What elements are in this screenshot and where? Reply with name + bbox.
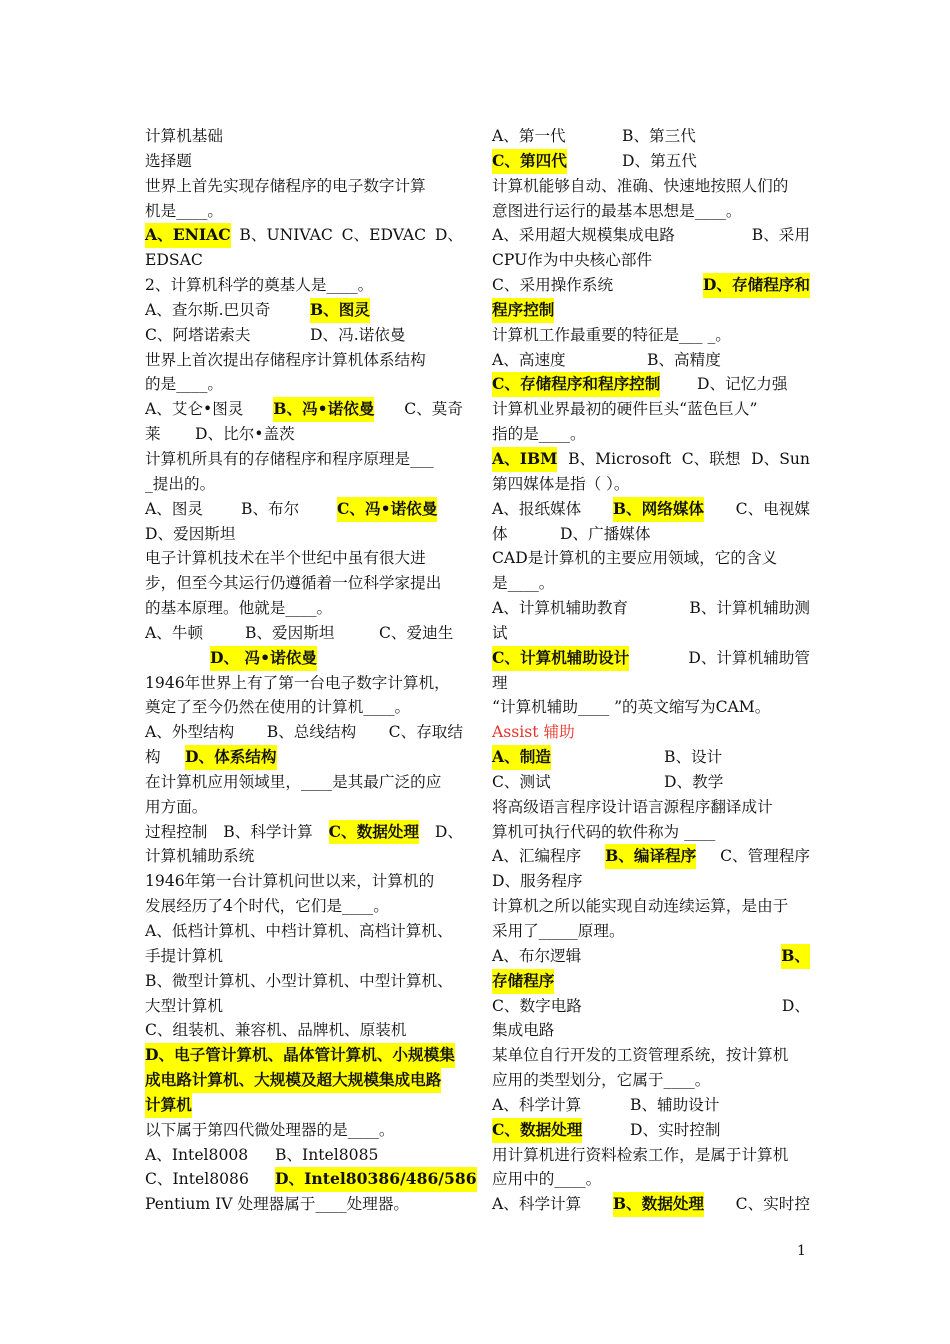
text-segment: C、管理程序 bbox=[720, 847, 810, 866]
text-segment: 应用的类型划分，它属于____。 bbox=[492, 1071, 711, 1090]
right-line bbox=[492, 522, 810, 547]
text-segment: C、阿塔诺索夫 bbox=[145, 325, 251, 344]
text-segment: 第四媒体是指（ ）。 bbox=[492, 474, 630, 493]
page-number: 1 bbox=[797, 1243, 806, 1259]
answer-highlight: C、计算机辅助设计 bbox=[492, 646, 629, 671]
right-line bbox=[492, 869, 810, 894]
right-line bbox=[492, 795, 810, 820]
answer-highlight: A、IBM bbox=[492, 447, 557, 472]
text-segment: C、实时控 bbox=[735, 1195, 810, 1214]
answer-highlight: D、体系结构 bbox=[185, 745, 277, 770]
text-segment: 某单位自行开发的工资管理系统，按计算机 bbox=[492, 1046, 789, 1065]
right-line bbox=[492, 1068, 810, 1093]
text-segment: 应用中的____。 bbox=[492, 1170, 602, 1189]
text-segment: 步，但至今其运行仍遵循着一位科学家提出 bbox=[145, 574, 442, 593]
text-segment: 采用了_____原理。 bbox=[492, 922, 625, 940]
left-line bbox=[145, 844, 463, 869]
left-column bbox=[145, 124, 477, 1217]
right-line bbox=[492, 571, 810, 596]
text-segment: B、计算机辅助测 bbox=[689, 599, 810, 618]
text-segment: C、莫奇 bbox=[404, 400, 463, 419]
text-segment: 过程控制 bbox=[145, 822, 208, 841]
answer-highlight: D、Intel80386/486/586 bbox=[275, 1167, 477, 1192]
text-segment: A、布尔逻辑 bbox=[492, 946, 582, 965]
right-line bbox=[492, 596, 810, 621]
answer-highlight: C、第四代 bbox=[492, 149, 567, 174]
text-segment: B、爱因斯坦 bbox=[245, 623, 335, 642]
left-line bbox=[145, 969, 463, 994]
text-segment: D、计算机辅助管 bbox=[688, 648, 810, 667]
text-segment: D、比尔•盖茨 bbox=[195, 425, 295, 444]
left-line bbox=[145, 1192, 463, 1217]
right-line bbox=[492, 397, 810, 422]
right-line bbox=[492, 372, 810, 397]
text-segment: CAD是计算机的主要应用领域，它的含义 bbox=[492, 549, 778, 568]
right-line bbox=[492, 298, 810, 323]
text-segment: D、教学 bbox=[664, 772, 724, 791]
left-line bbox=[145, 944, 463, 969]
left-line bbox=[145, 298, 463, 323]
right-line bbox=[492, 1043, 810, 1068]
left-line bbox=[145, 720, 463, 745]
right-line bbox=[492, 447, 810, 472]
answer-highlight: C、存储程序和程序控制 bbox=[492, 372, 660, 397]
text-segment: 的是____。 bbox=[145, 375, 223, 394]
text-segment: C、Intel8086 bbox=[145, 1170, 249, 1189]
text-segment: D、 bbox=[434, 226, 463, 245]
text-segment: 大型计算机 bbox=[145, 996, 223, 1015]
text-segment: A、科学计算 bbox=[492, 1095, 582, 1114]
right-line bbox=[492, 919, 810, 944]
left-line bbox=[145, 273, 463, 298]
left-line bbox=[145, 223, 463, 248]
left-line bbox=[145, 621, 463, 646]
text-segment: A、采用超大规模集成电路 bbox=[492, 226, 675, 245]
right-line bbox=[492, 348, 810, 373]
text-segment: 1946年第一台计算机问世以来，计算机的 bbox=[145, 872, 435, 891]
text-segment: D、广播媒体 bbox=[560, 524, 651, 543]
text-segment: D、第五代 bbox=[622, 151, 697, 170]
text-segment: C、采用操作系统 bbox=[492, 276, 614, 295]
left-line bbox=[145, 546, 463, 571]
text-segment: C、测试 bbox=[492, 772, 551, 791]
text-segment: B、辅助设计 bbox=[630, 1095, 720, 1114]
text-segment: B、科学计算 bbox=[223, 822, 313, 841]
left-line bbox=[145, 372, 463, 397]
left-line bbox=[145, 522, 463, 547]
text-segment: A、汇编程序 bbox=[492, 847, 582, 866]
left-line bbox=[145, 149, 463, 174]
answer-highlight: D、存储程序和 bbox=[703, 273, 810, 298]
right-line bbox=[492, 124, 810, 149]
left-line bbox=[145, 869, 463, 894]
right-line bbox=[492, 720, 810, 745]
text-segment: 将高级语言程序设计语言源程序翻译成计 bbox=[492, 797, 773, 816]
right-line bbox=[492, 546, 810, 571]
left-line bbox=[145, 820, 463, 845]
text-segment: 选择题 bbox=[145, 151, 192, 170]
text-segment: 试 bbox=[492, 623, 508, 642]
left-line bbox=[145, 397, 463, 422]
left-line bbox=[145, 671, 463, 696]
text-segment: EDSAC bbox=[145, 251, 203, 270]
answer-highlight: C、数据处理 bbox=[492, 1118, 582, 1143]
left-line bbox=[145, 596, 463, 621]
text-segment: B、微型计算机、小型计算机、中型计算机、 bbox=[145, 971, 453, 990]
text-segment: 集成电路 bbox=[492, 1021, 555, 1040]
right-line bbox=[492, 671, 810, 696]
text-segment: 理 bbox=[492, 673, 508, 692]
text-segment: A、高速度 bbox=[492, 350, 566, 369]
text-segment: 算机可执行代码的软件称为 ____ bbox=[492, 822, 716, 841]
text-segment: 计算机辅助系统 bbox=[145, 847, 255, 866]
left-line bbox=[145, 919, 463, 944]
left-line bbox=[145, 1143, 463, 1168]
answer-highlight: 存储程序 bbox=[492, 969, 554, 994]
text-segment: 计算机基础 bbox=[145, 127, 223, 145]
text-segment: D、记忆力强 bbox=[697, 375, 788, 394]
text-segment: A、Intel8008 bbox=[145, 1145, 249, 1164]
text-segment: Assist 辅助 bbox=[492, 723, 575, 742]
text-segment: 2、计算机科学的奠基人是____。 bbox=[145, 276, 374, 295]
answer-highlight: C、冯•诺依曼 bbox=[337, 497, 437, 522]
left-line bbox=[145, 1118, 463, 1143]
answer-highlight: B、数据处理 bbox=[613, 1192, 704, 1217]
right-line bbox=[492, 969, 810, 994]
text-segment: D、冯.诺依曼 bbox=[310, 325, 406, 344]
left-line bbox=[145, 1167, 477, 1192]
left-line bbox=[145, 1043, 463, 1068]
left-line bbox=[145, 248, 463, 273]
right-line bbox=[492, 1143, 810, 1168]
left-line bbox=[145, 894, 463, 919]
text-segment: 1946年世界上有了第一台电子数字计算机， bbox=[145, 673, 450, 692]
text-segment: Pentium IV 处理器属于____处理器。 bbox=[145, 1195, 410, 1214]
left-line bbox=[145, 174, 463, 199]
text-segment: A、科学计算 bbox=[492, 1195, 582, 1214]
left-line bbox=[145, 745, 463, 770]
text-segment: “计算机辅助____ ”的英文缩写为CAM。 bbox=[492, 698, 771, 717]
text-segment: A、低档计算机、中档计算机、高档计算机、 bbox=[145, 922, 453, 940]
left-line bbox=[145, 770, 463, 795]
text-segment: C、爱迪生 bbox=[379, 623, 454, 642]
answer-highlight: A、制造 bbox=[492, 745, 551, 770]
text-segment: 计算机之所以能实现自动连续运算，是由于 bbox=[492, 897, 789, 916]
text-segment: 意图进行运行的最基本思想是____。 bbox=[492, 201, 742, 220]
right-line bbox=[492, 1093, 810, 1118]
answer-highlight: C、数据处理 bbox=[329, 820, 419, 845]
left-line bbox=[145, 497, 463, 522]
left-line bbox=[145, 124, 463, 149]
text-segment: 机是____。 bbox=[145, 201, 223, 220]
text-segment: C、联想 bbox=[681, 449, 741, 468]
text-segment: 用方面。 bbox=[145, 797, 208, 816]
right-line bbox=[492, 944, 810, 969]
answer-highlight: A、ENIAC bbox=[145, 223, 231, 248]
right-line bbox=[492, 621, 810, 646]
text-segment: B、总线结构 bbox=[266, 723, 357, 742]
answer-highlight: 计算机 bbox=[145, 1093, 192, 1118]
left-line bbox=[145, 472, 463, 497]
text-segment: D、服务程序 bbox=[492, 872, 583, 891]
text-segment: 的基本原理。他就是____。 bbox=[145, 599, 333, 618]
left-line bbox=[145, 348, 463, 373]
text-segment: CPU作为中央核心部件 bbox=[492, 251, 653, 270]
left-line bbox=[145, 795, 463, 820]
text-segment: B、采用 bbox=[751, 226, 810, 245]
answer-highlight: B、图灵 bbox=[310, 298, 370, 323]
text-segment: B、设计 bbox=[664, 748, 723, 767]
right-line bbox=[492, 994, 810, 1019]
right-column bbox=[492, 124, 810, 1217]
right-line bbox=[492, 323, 810, 348]
text-segment: A、报纸媒体 bbox=[492, 499, 582, 518]
text-segment: A、计算机辅助教育 bbox=[492, 599, 629, 618]
right-line bbox=[492, 174, 810, 199]
answer-highlight: B、网络媒体 bbox=[613, 497, 704, 522]
right-line bbox=[492, 248, 810, 273]
text-segment: D、 bbox=[434, 822, 463, 841]
text-segment: 是____。 bbox=[492, 574, 555, 593]
text-segment: 体 bbox=[492, 524, 508, 543]
text-segment: A、第一代 bbox=[492, 127, 566, 145]
right-line bbox=[492, 472, 810, 497]
text-segment: 在计算机应用领域里，____是其最广泛的应 bbox=[145, 772, 442, 791]
answer-highlight: 程序控制 bbox=[492, 298, 554, 323]
left-line bbox=[145, 447, 463, 472]
text-segment: B、第三代 bbox=[622, 127, 696, 145]
right-line bbox=[492, 770, 810, 795]
right-line bbox=[492, 1192, 810, 1217]
text-segment: 以下属于第四代微处理器的是____。 bbox=[145, 1120, 395, 1139]
text-segment: D、爱因斯坦 bbox=[145, 524, 236, 543]
answer-highlight: D、电子管计算机、晶体管计算机、小规模集 bbox=[145, 1043, 455, 1068]
right-line bbox=[492, 1118, 810, 1143]
text-segment: 指的是____。 bbox=[492, 425, 586, 444]
answer-highlight: B、编译程序 bbox=[605, 844, 696, 869]
text-segment: A、外型结构 bbox=[145, 723, 235, 742]
right-line bbox=[492, 745, 810, 770]
left-line bbox=[145, 1093, 463, 1118]
answer-highlight: D、 冯•诺依曼 bbox=[210, 646, 317, 671]
text-segment: 世界上首次提出存储程序计算机体系结构 bbox=[145, 350, 426, 369]
left-line bbox=[145, 571, 463, 596]
text-segment: 计算机所具有的存储程序和程序原理是___ bbox=[145, 449, 434, 468]
text-segment: 计算机业界最初的硬件巨头“蓝色巨人” bbox=[492, 400, 758, 419]
text-segment: C、数字电路 bbox=[492, 996, 582, 1015]
answer-highlight: 成电路计算机、大规模及超大规模集成电路 bbox=[145, 1068, 441, 1093]
right-line bbox=[492, 149, 810, 174]
text-segment: C、存取结 bbox=[388, 723, 463, 742]
text-segment: 构 bbox=[145, 748, 161, 767]
right-line bbox=[492, 199, 810, 224]
text-segment: B、布尔 bbox=[241, 499, 300, 518]
right-line bbox=[492, 695, 810, 720]
right-line bbox=[492, 820, 810, 845]
text-segment: B、Microsoft bbox=[568, 449, 672, 468]
text-segment: D、Sun bbox=[751, 449, 810, 468]
text-segment: C、EDVAC bbox=[341, 226, 427, 245]
right-line bbox=[492, 497, 810, 522]
text-segment: C、组装机、兼容机、品牌机、原装机 bbox=[145, 1021, 407, 1040]
text-segment: 发展经历了4个时代，它们是____。 bbox=[145, 897, 389, 916]
text-segment: 计算机能够自动、准确、快速地按照人们的 bbox=[492, 176, 789, 195]
text-segment: 用计算机进行资料检索工作，是属于计算机 bbox=[492, 1145, 789, 1164]
text-segment: A、查尔斯.巴贝奇 bbox=[145, 300, 271, 319]
text-segment: 莱 bbox=[145, 425, 161, 444]
right-line bbox=[492, 1167, 810, 1192]
text-segment: D、实时控制 bbox=[630, 1120, 721, 1139]
left-line bbox=[145, 1018, 463, 1043]
right-line bbox=[492, 273, 810, 298]
left-line bbox=[145, 994, 463, 1019]
text-segment: 电子计算机技术在半个世纪中虽有很大进 bbox=[145, 549, 426, 568]
left-line bbox=[145, 646, 463, 671]
text-segment: B、高精度 bbox=[647, 350, 721, 369]
text-segment: 计算机工作最重要的特征是___ _。 bbox=[492, 325, 731, 344]
text-segment: D、 bbox=[781, 996, 810, 1015]
right-line bbox=[492, 223, 810, 248]
text-segment: B、UNIVAC bbox=[239, 226, 333, 245]
answer-highlight: B、冯•诺依曼 bbox=[273, 397, 374, 422]
text-segment: C、电视媒 bbox=[735, 499, 810, 518]
text-segment: A、图灵 bbox=[145, 499, 204, 518]
text-segment: 奠定了至今仍然在使用的计算机____。 bbox=[145, 698, 411, 717]
right-line bbox=[492, 894, 810, 919]
right-line bbox=[492, 422, 810, 447]
text-segment: 手提计算机 bbox=[145, 946, 223, 965]
left-line bbox=[145, 323, 463, 348]
text-segment: B、Intel8085 bbox=[275, 1145, 379, 1164]
left-line bbox=[145, 1068, 463, 1093]
right-line bbox=[492, 844, 810, 869]
text-segment: A、牛顿 bbox=[145, 623, 204, 642]
right-line bbox=[492, 1018, 810, 1043]
right-line bbox=[492, 646, 810, 671]
text-segment: _提出的。 bbox=[145, 474, 216, 493]
answer-highlight: B、 bbox=[781, 944, 810, 969]
text-segment: A、艾仑•图灵 bbox=[145, 400, 244, 419]
left-line bbox=[145, 422, 463, 447]
text-segment: 世界上首先实现存储程序的电子数字计算 bbox=[145, 176, 426, 195]
left-line bbox=[145, 199, 463, 224]
left-line bbox=[145, 695, 463, 720]
